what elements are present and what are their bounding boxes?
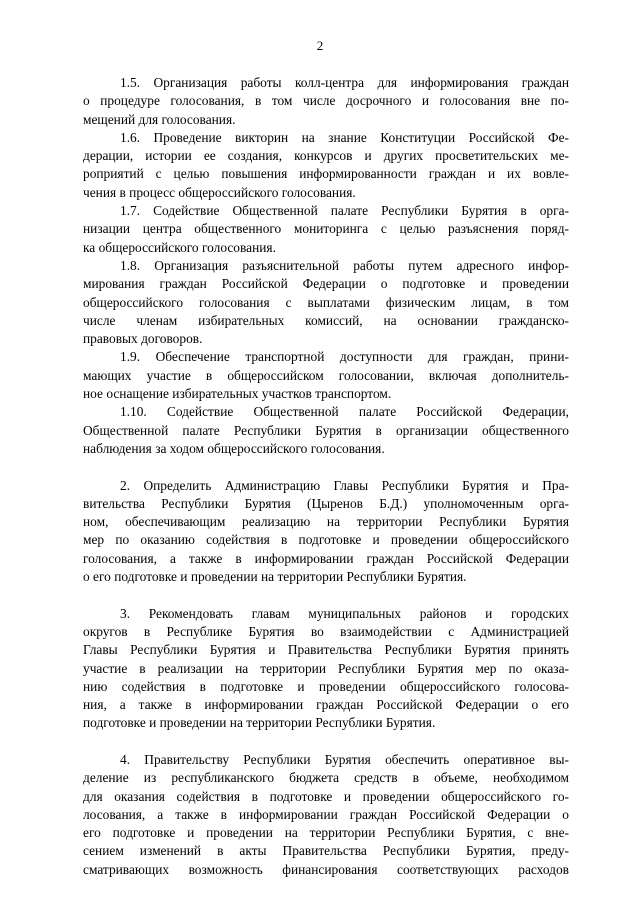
text-line: мающих участие в общероссийском голосовании, включая дополнитель- — [83, 367, 569, 383]
paragraph-p-1-9 — [83, 348, 569, 403]
text-line: нию содействия в подготовке и проведении общероссийского голосова- — [83, 678, 569, 694]
paragraph-p-1-10 — [83, 403, 569, 458]
paragraph-p-4 — [83, 751, 569, 879]
text-line: голосования, а также в информировании граждан Российской Федерации — [83, 550, 569, 566]
page-number: 2 — [316, 38, 324, 53]
text-line: его подготовке и проведении на территории Республики Бурятия, с вне- — [83, 825, 569, 841]
text-line: о процедуре голосования, в том числе досрочного и голосования вне по- — [83, 93, 569, 109]
text-line: 1.8. Организация разъяснительной работы путем адресного инфор- — [120, 257, 569, 273]
text-line: вительства Республики Бурятия (Цыренов Б.Д.) уполномоченным орга- — [83, 495, 569, 511]
text-line: роприятий с целью повышения информированности граждан и их вовле- — [83, 166, 569, 182]
text-line: округов в Республике Бурятия во взаимодействии с Администрацией — [83, 623, 569, 639]
text-line: о его подготовке и проведении на территории Республики Бурятия. — [83, 569, 467, 585]
text-line: общероссийского голосования с выплатами физическим лицам, в том — [83, 294, 569, 310]
text-line: ном, обеспечивающим реализацию на территории Республики Бурятия — [83, 514, 569, 530]
paragraph-p-1-8 — [83, 257, 569, 348]
paragraph-p-1-5 — [83, 74, 569, 129]
text-line: мирования граждан Российской Федерации о подготовке и проведении — [83, 276, 569, 292]
text-line: 1.10. Содействие Общественной палате Российской Федерации, — [120, 404, 569, 420]
text-line: низации центра общественного мониторинга с целью разъяснения поряд- — [83, 221, 569, 237]
text-line: 2. Определить Администрацию Главы Республики Бурятия и Пра- — [120, 477, 569, 493]
text-line: правовых договоров. — [83, 331, 203, 347]
paragraph-p-2 — [83, 477, 569, 587]
text-line: мещений для голосования. — [83, 111, 236, 127]
text-line: 1.6. Проведение викторин на знание Конституции Российской Фе- — [120, 129, 569, 145]
text-line: для оказания содействия в подготовке и проведении общероссийского го- — [83, 788, 569, 804]
text-line: лосования, а также в информировании граждан Российской Федерации о — [83, 806, 569, 822]
text-line: 3. Рекомендовать главам муниципальных районов и городских — [120, 605, 569, 621]
text-line: мер по оказанию содействия в подготовке и проведении общероссийского — [83, 532, 569, 548]
text-line: ния, а также в информировании граждан Российской Федерации о его — [83, 697, 569, 713]
text-line: 4. Правительству Республики Бурятия обеспечить оперативное вы- — [120, 751, 569, 767]
paragraph-p-1-7 — [83, 202, 569, 257]
text-line: 1.7. Содействие Общественной палате Республики Бурятия в орга- — [120, 203, 569, 219]
text-line: участие в реализации на территории Республики Бурятия мер по оказа- — [83, 660, 569, 676]
text-line: подготовке и проведении на территории Республики Бурятия. — [83, 715, 436, 731]
text-line: деление из республиканского бюджета средств в объеме, необходимом — [83, 770, 569, 786]
text-line: наблюдения за ходом общероссийского голосования. — [83, 440, 385, 456]
document-body — [83, 74, 569, 879]
text-line: ка общероссийского голосования. — [83, 239, 276, 255]
paragraph-p-1-6 — [83, 129, 569, 202]
text-line: числе членам избирательных комиссий, на основании гражданско- — [83, 312, 569, 328]
text-line: сением изменений в акты Правительства Республики Бурятия, преду- — [83, 843, 569, 859]
text-line: дерации, истории ее создания, конкурсов и других просветительских ме- — [83, 148, 569, 164]
text-line: Главы Республики Бурятия и Правительства Республики Бурятия принять — [83, 642, 569, 658]
text-line: чения в процесс общероссийского голосования. — [83, 184, 356, 200]
text-line: ное оснащение избирательных участков транспортом. — [83, 386, 392, 402]
text-line: сматривающих возможность финансирования соответствующих расходов — [83, 861, 569, 877]
text-line: 1.9. Обеспечение транспортной доступности для граждан, прини- — [120, 349, 569, 365]
text-line: Общественной палате Республики Бурятия в организации общественного — [83, 422, 569, 438]
paragraph-p-3 — [83, 605, 569, 733]
text-line: 1.5. Организация работы колл-центра для информирования граждан — [120, 75, 569, 90]
